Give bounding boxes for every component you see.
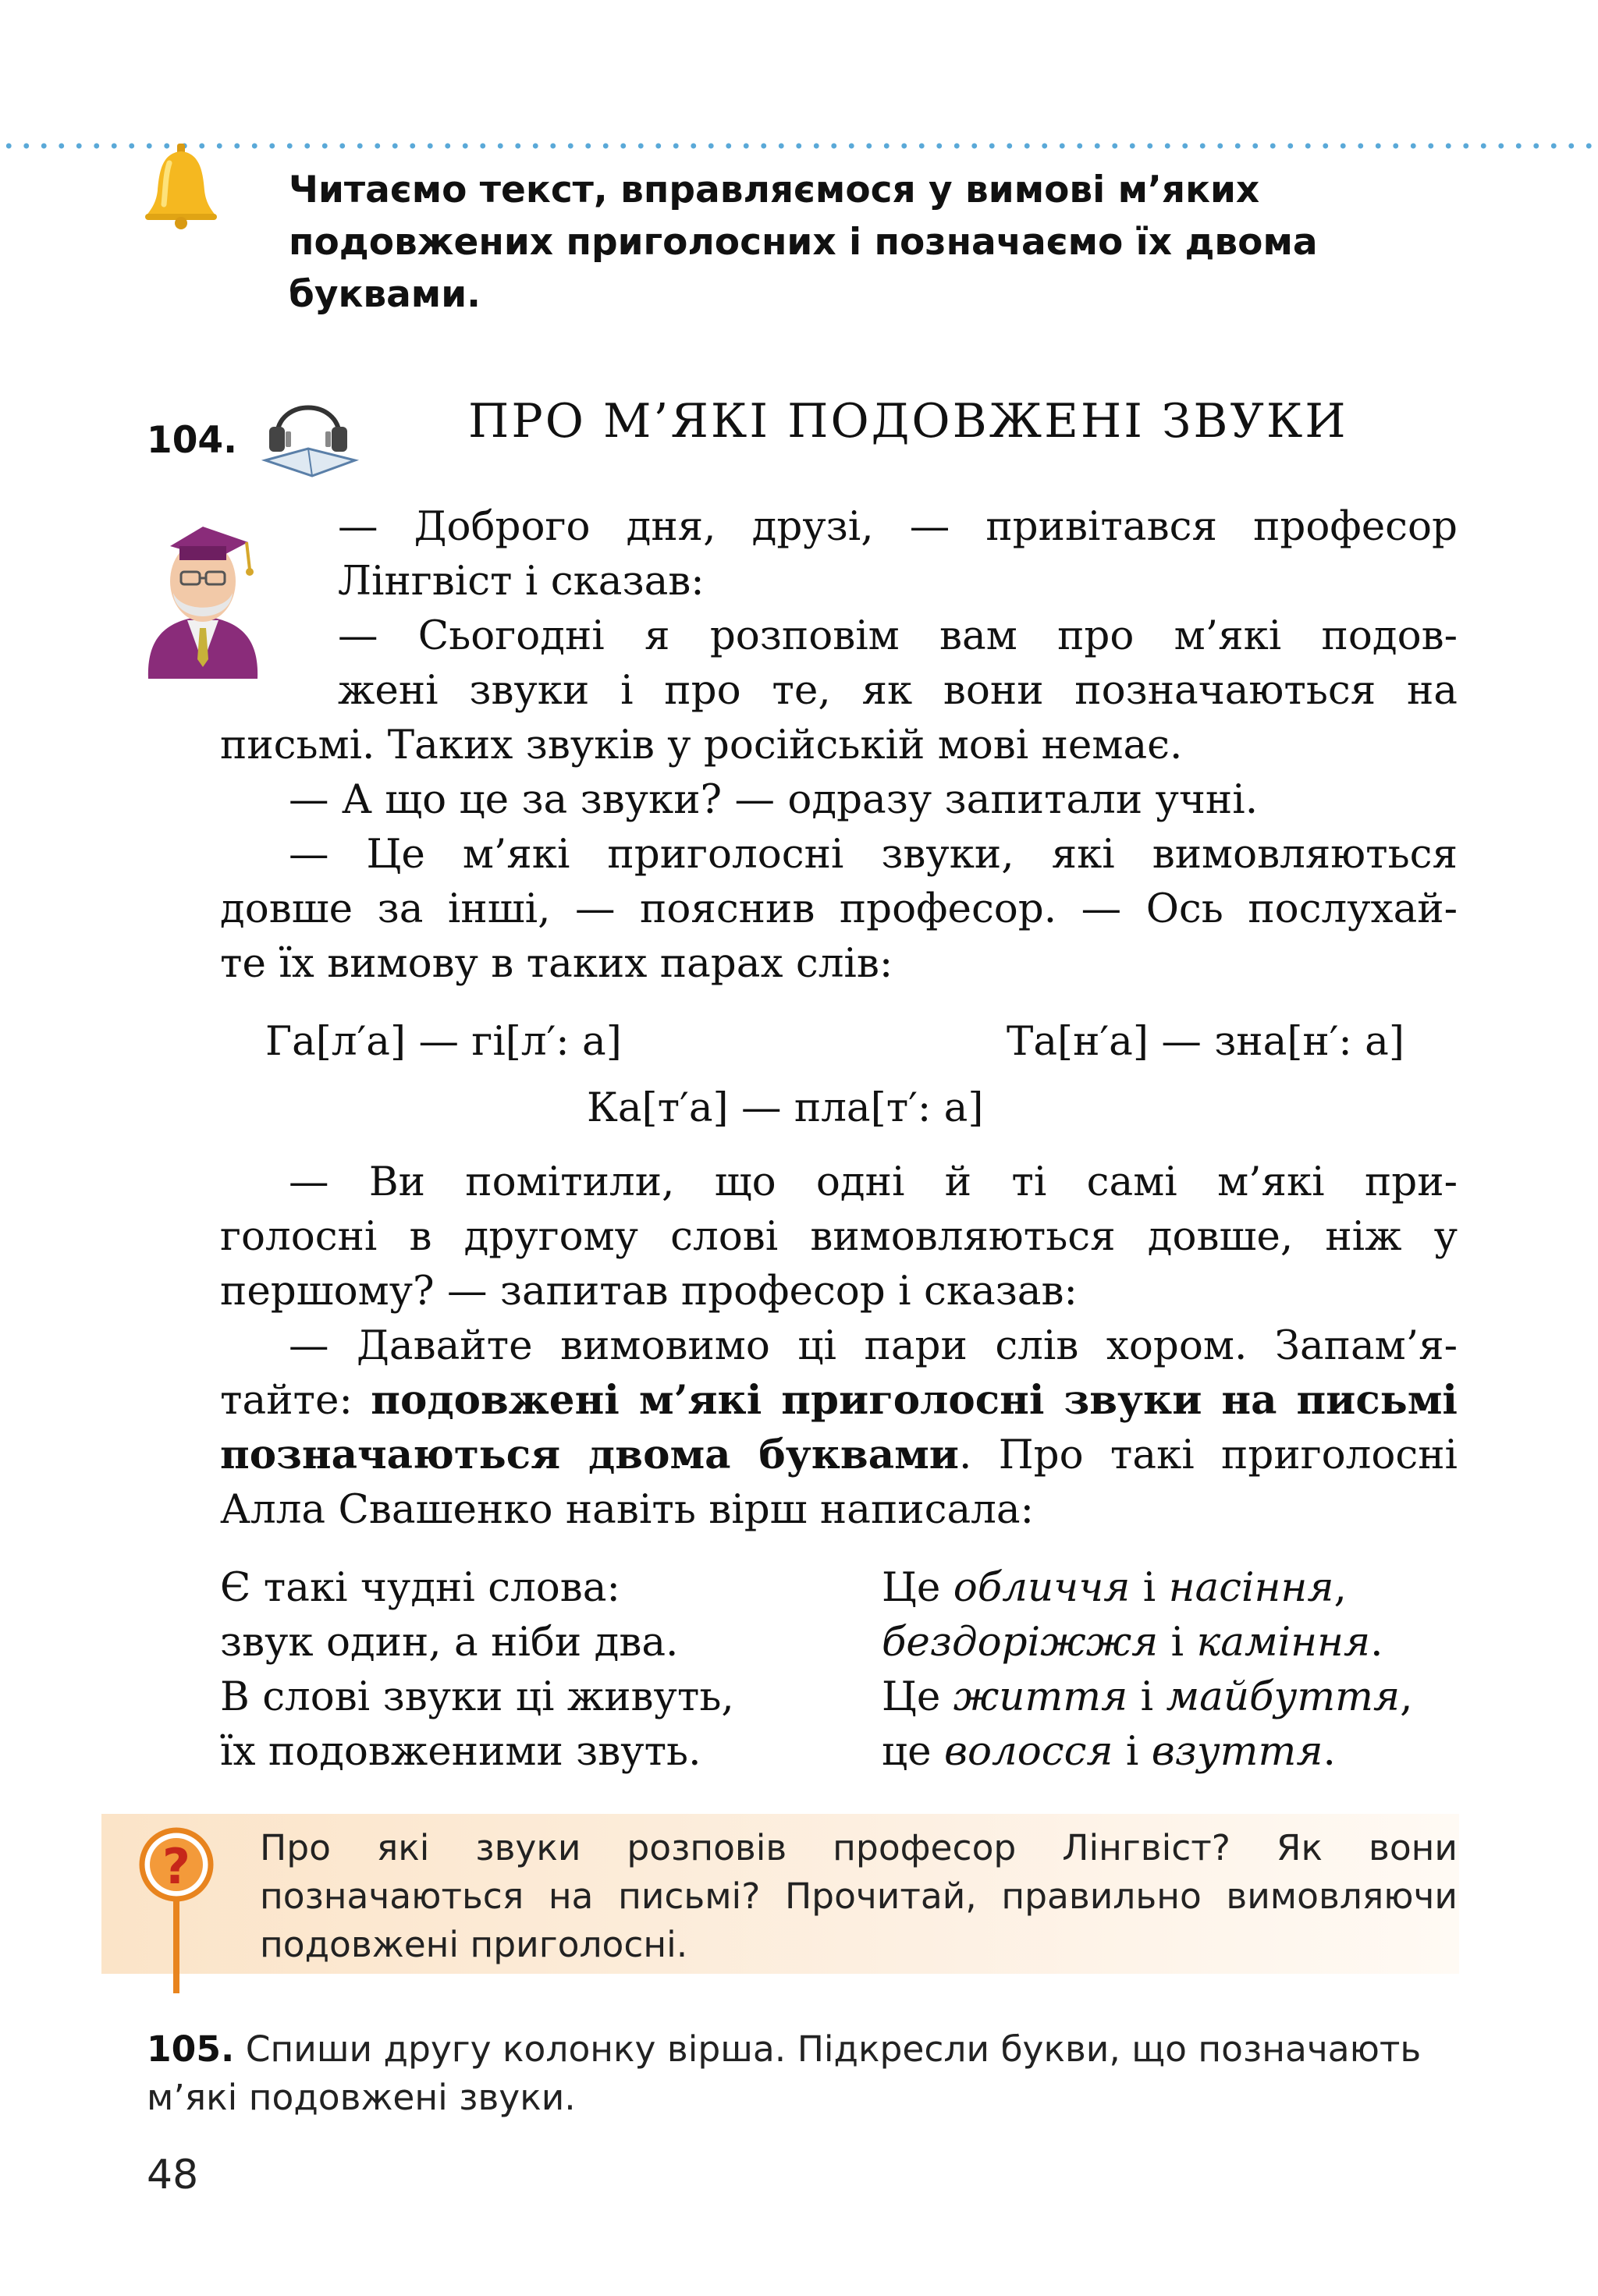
story-line: — Ви помітили, що одні й ті самі м’які при- xyxy=(289,1159,1458,1205)
poem-left-line: звук один, а ніби два. xyxy=(220,1619,679,1666)
rule-prefix: тайте: xyxy=(220,1377,353,1424)
rule-line-2 xyxy=(220,1428,1458,1482)
rule-bold: подовжені м’які приголосні звуки на письмі xyxy=(371,1377,1458,1424)
poem-right-line: Це життя і майбуття, xyxy=(882,1673,1413,1720)
professor-icon xyxy=(133,503,273,679)
word-pair: Та[н′а] — зна[н′: а] xyxy=(1007,1018,1404,1065)
story-line: — А що це за звуки? — одразу запитали учні. xyxy=(289,776,1259,823)
story-line-p2-2 xyxy=(220,1209,1458,1264)
story-line: те їх вимову в таких парах слів: xyxy=(220,940,893,987)
intro-line: Читаємо текст, вправляємося у вимові м’яких xyxy=(289,169,1260,211)
poem-left-line: їх подовженими звуть. xyxy=(220,1728,701,1775)
story-line-3 xyxy=(338,609,1458,663)
poem-right-line: бездоріжжя і каміння. xyxy=(882,1619,1383,1666)
question-text: Про які звуки розповів професор Лінгвіст? Як вони позначаються на письмі? Прочитай, правильно вимовляючи подовжені приголосні. xyxy=(260,1827,1458,1965)
story-line: — Це м’які приголосні звуки, які вимовляються xyxy=(289,831,1458,878)
rule-bold: позначаються двома буквами xyxy=(220,1432,960,1478)
story-line-7 xyxy=(289,827,1458,882)
story-line: — Давайте вимовимо ці пари слів хором. Запам’я- xyxy=(289,1322,1458,1369)
intro-line: буквами. xyxy=(289,273,481,316)
rule-rest: . Про такі приголосні xyxy=(959,1432,1458,1478)
exercise-text: Спиши другу колонку вірша. Підкресли букви, що позначають м’які подовжені звуки. xyxy=(147,2028,1422,2118)
word-pair: Га[л′а] — гі[л′: а] xyxy=(265,1018,622,1065)
story-line: жені звуки і про те, як вони позначаються на xyxy=(338,667,1458,714)
story-line-4 xyxy=(338,663,1458,718)
poem-left-line: Є такі чудні слова: xyxy=(220,1564,620,1611)
poem-left-line: В слові звуки ці живуть, xyxy=(220,1673,734,1720)
headphones-book-icon xyxy=(257,386,363,480)
intro-instruction xyxy=(289,164,1459,321)
story-line: письмі. Таких звуків у російській мові немає. xyxy=(220,722,1183,768)
story-line: — Доброго дня, друзі, — привітався професор xyxy=(338,503,1458,550)
bell-icon xyxy=(142,144,220,229)
story-line-p2-4 xyxy=(289,1318,1458,1373)
story-line: першому? — запитав професор і сказав: xyxy=(220,1268,1078,1315)
word-pair: Ка[т′а] — пла[т′: а] xyxy=(587,1084,984,1131)
exercise-title: ПРО М’ЯКІ ПОДОВЖЕНІ ЗВУКИ xyxy=(468,394,1348,449)
story-line: — Сьогодні я розповім вам про м’які подов- xyxy=(338,612,1458,659)
story-line: Алла Свашенко навіть вірш написала: xyxy=(220,1486,1034,1533)
story-line: Лінгвіст і сказав: xyxy=(338,558,705,605)
rule-line-1 xyxy=(220,1373,1458,1428)
exercise-number: 104. xyxy=(147,419,237,462)
exercise-number: 105. xyxy=(147,2028,235,2070)
question-mark-icon xyxy=(139,1826,225,1993)
poem-right-line: Це обличчя і насіння, xyxy=(882,1564,1347,1611)
svg-text:?: ? xyxy=(162,1838,190,1895)
poem-right-line: це волосся і взуття. xyxy=(882,1728,1336,1775)
dotted-divider xyxy=(0,143,1598,149)
page-number: 48 xyxy=(147,2152,199,2198)
story-line: голосні в другому слові вимовляються довше, ніж у xyxy=(220,1213,1458,1260)
story-line: довше за інші, — пояснив професор. — Ось послухай- xyxy=(220,885,1458,932)
story-line-8 xyxy=(220,882,1458,936)
intro-line: подовжених приголосних і позначаємо їх двома xyxy=(289,221,1318,264)
exercise-105 xyxy=(147,2025,1473,2122)
story-line-p2-1 xyxy=(289,1155,1458,1209)
story-line-1 xyxy=(338,499,1458,554)
